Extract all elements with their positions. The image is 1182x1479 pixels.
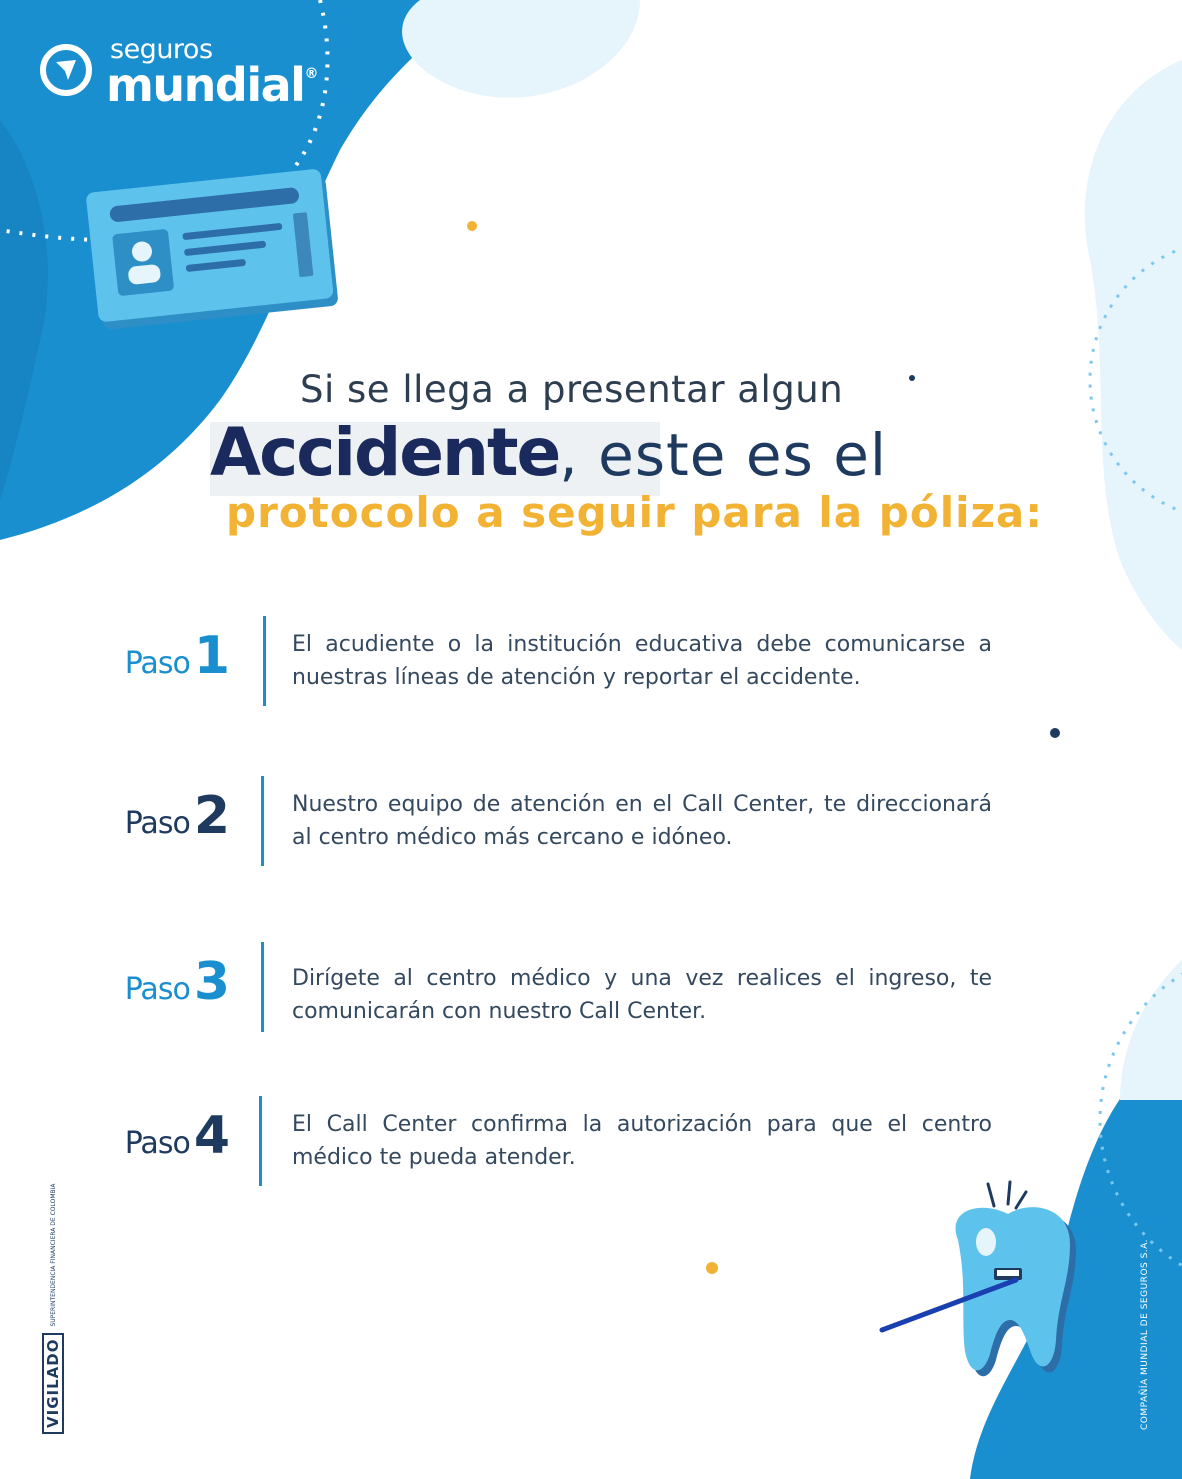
headline-line-1: Si se llega a presentar algun (300, 368, 844, 411)
vigilado-rotated (42, 1183, 72, 1434)
right-light-blob (1085, 60, 1182, 650)
step-word: Paso (124, 1126, 190, 1161)
step-number: 4 (193, 1106, 230, 1166)
step-2 (0, 776, 1182, 866)
step-label-2 (0, 786, 230, 846)
step-number: 1 (193, 626, 230, 686)
step-description: El acudiente o la institución educativa debe comunicarse a nuestras líneas de atención y reportar el accidente. (292, 632, 992, 690)
step-description: Dirígete al centro médico y una vez realices el ingreso, te comunicarán con nuestro Call Center. (292, 966, 992, 1024)
step-3 (0, 942, 1182, 1032)
step-word: Paso (124, 806, 190, 841)
headline-accent-word: Accidente (210, 414, 560, 491)
dot-navy-top (909, 375, 915, 381)
step-divider (261, 776, 264, 866)
tooth-illustration (876, 1176, 1126, 1396)
paper-plane-icon (52, 56, 80, 84)
logo-line-seguros: seguros (110, 34, 213, 65)
dot-yellow-bottom (706, 1262, 718, 1274)
vigilado-subtitle: SUPERINTENDENCIA FINANCIERA DE COLOMBIA (50, 1183, 57, 1327)
vigilado-word: VIGILADO (42, 1333, 64, 1434)
logo-line-mundial (106, 58, 318, 112)
step-divider (261, 942, 264, 1032)
step-label-3 (0, 952, 230, 1012)
step-divider (263, 616, 266, 706)
step-divider (259, 1096, 262, 1186)
step-description: El Call Center confirma la autorización para que el centro médico te pueda atender. (292, 1112, 992, 1170)
headline-line-3: protocolo a seguir para la póliza: (226, 488, 1044, 537)
headline-line-2-rest: , este es el (559, 421, 888, 489)
step-4 (0, 1096, 1182, 1186)
step-label-1 (0, 626, 230, 686)
id-card-illustration (84, 158, 344, 338)
step-word: Paso (124, 646, 190, 681)
brand-logo (40, 34, 340, 114)
vigilado-badge (42, 1183, 72, 1434)
logo-mundial-text: mundial (106, 58, 305, 112)
registered-mark: ® (304, 66, 319, 82)
top-light-blob (402, 0, 640, 98)
dot-yellow-top (467, 221, 477, 231)
step-1 (0, 616, 1182, 706)
company-legal-name: COMPAÑÍA MUNDIAL DE SEGUROS S.A. (1140, 1238, 1150, 1430)
step-description: Nuestro equipo de atención en el Call Center, te direccionará al centro médico más cercano e idóneo. (292, 792, 992, 850)
step-word: Paso (124, 972, 190, 1007)
step-label-4 (0, 1106, 230, 1166)
dot-navy-mid (1050, 728, 1060, 738)
step-number: 3 (193, 952, 230, 1012)
step-number: 2 (193, 786, 230, 846)
